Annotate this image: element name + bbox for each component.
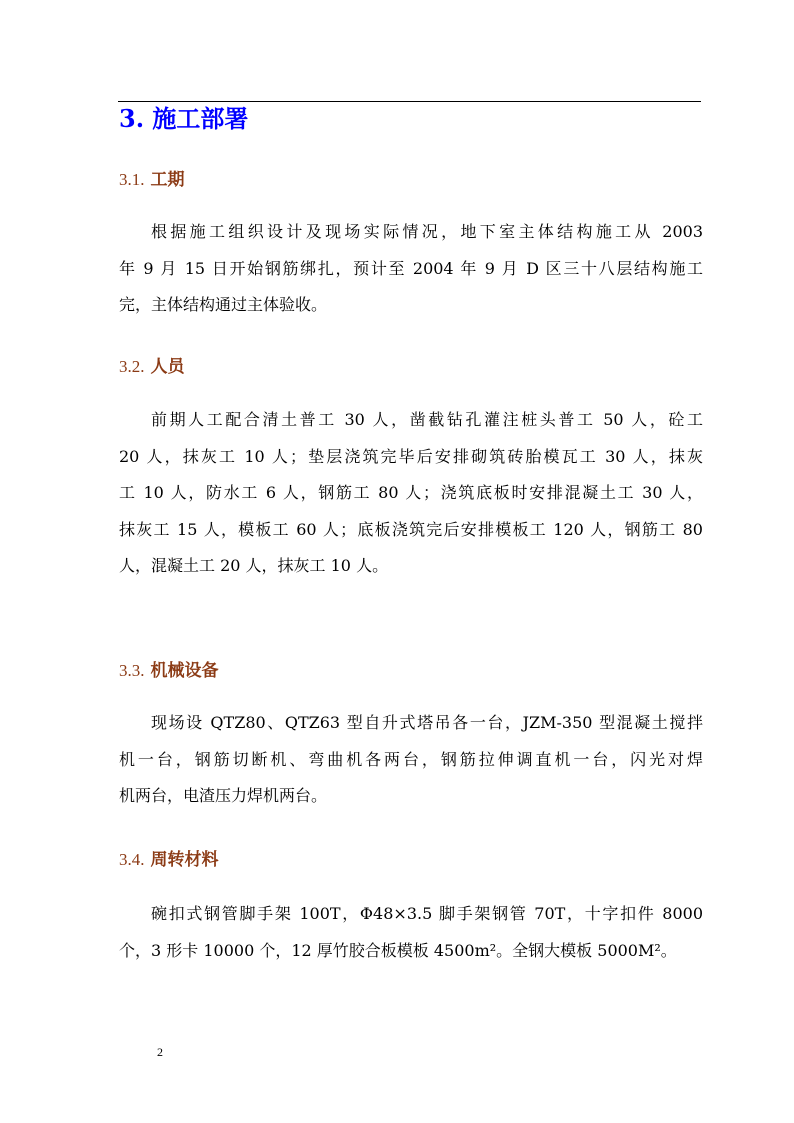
subsection-title: 机械设备 (150, 661, 219, 681)
section-heading (119, 104, 248, 134)
paragraph-line: 机两台，电渣压力焊机两台。 (119, 786, 328, 805)
paragraph-line: 完，主体结构通过主体验收。 (119, 295, 328, 314)
subsection-heading-equipment (119, 660, 219, 682)
paragraph-line: 抹灰工 15 人，模板工 60 人；底板浇筑完后安排模板工 120 人，钢筋工 80 (119, 519, 703, 539)
subsection-heading-materials (119, 849, 219, 871)
paragraph-line: 机一台，钢筋切断机、弯曲机各两台，钢筋拉伸调直机一台，闪光对焊 (119, 749, 703, 769)
paragraph-line: 人，混凝土工 20 人，抹灰工 10 人。 (119, 556, 389, 575)
page-number: 2 (157, 1045, 163, 1059)
paragraph-line: 现场设 QTZ80、QTZ63 型自升式塔吊各一台，JZM-350 型混凝土搅拌 (151, 713, 703, 732)
subsection-number: 3.2. (119, 357, 145, 376)
paragraph-line: 前期人工配合清土普工 30 人，凿截钻孔灌注桩头普工 50 人，砼工 (151, 410, 703, 429)
section-number: 3. (119, 104, 145, 133)
subsection-number: 3.3. (119, 661, 145, 680)
paragraph-line: 碗扣式钢管脚手架 100T，Φ48×3.5 脚手架钢管 70T，十字扣件 8000 (151, 904, 703, 923)
subsection-number: 3.1. (119, 170, 145, 189)
paragraph-equipment (119, 705, 703, 815)
subsection-heading-schedule (119, 169, 185, 191)
paragraph-materials (119, 896, 703, 969)
section-title: 施工部署 (152, 104, 249, 133)
subsection-heading-personnel (119, 356, 185, 378)
subsection-title: 工期 (150, 170, 185, 190)
paragraph-line: 个，3 形卡 10000 个，12 厚竹胶合板模板 4500m²。全钢大模板 5000M²。 (119, 940, 677, 960)
subsection-title: 周转材料 (150, 850, 219, 870)
paragraph-line: 年 9 月 15 日开始钢筋绑扎，预计至 2004 年 9 月 D 区三十八层结构施工 (119, 258, 703, 278)
subsection-title: 人员 (150, 357, 185, 377)
header-rule (118, 101, 701, 102)
paragraph-line: 工 10 人，防水工 6 人，钢筋工 80 人；浇筑底板时安排混凝土工 30 人， (119, 483, 703, 502)
paragraph-personnel (119, 402, 703, 585)
paragraph-line: 根据施工组织设计及现场实际情况，地下室主体结构施工从 2003 (151, 222, 703, 241)
subsection-number: 3.4. (119, 850, 145, 869)
paragraph-line: 20 人，抹灰工 10 人；垫层浇筑完毕后安排砌筑砖胎模瓦工 30 人，抹灰 (119, 446, 703, 466)
paragraph-schedule (119, 214, 703, 324)
